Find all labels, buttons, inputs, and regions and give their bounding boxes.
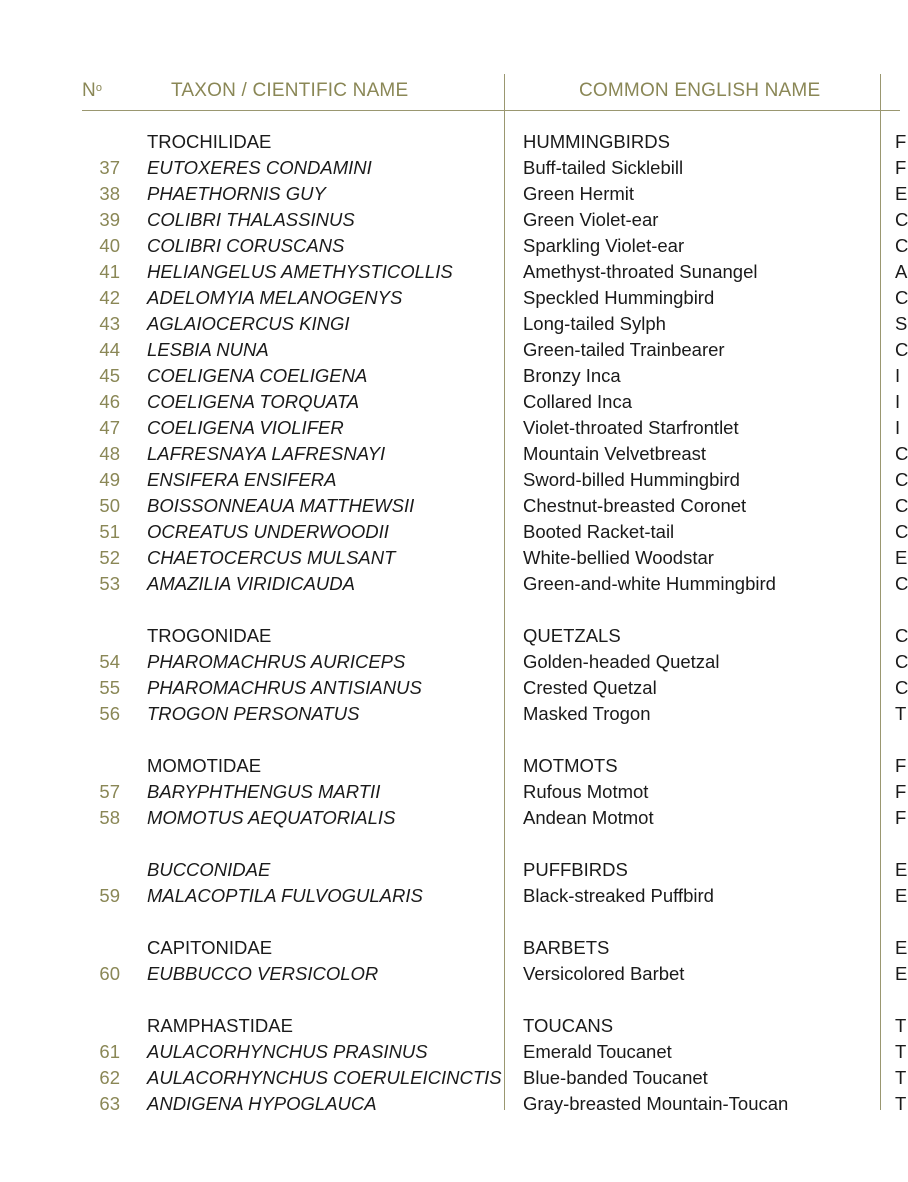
third-column-cell: S — [895, 313, 908, 334]
common-name: Bronzy Inca — [523, 365, 621, 386]
scientific-name: ADELOMYIA MELANOGENYS — [147, 287, 403, 308]
third-column-cell: I — [895, 391, 901, 412]
scientific-name: ANDIGENA HYPOGLAUCA — [147, 1093, 377, 1114]
scientific-name: PHAROMACHRUS AURICEPS — [147, 651, 406, 672]
family-common-name: TOUCANS — [523, 1015, 614, 1036]
species-row — [0, 311, 908, 337]
species-number: 63 — [99, 1093, 120, 1114]
species-row — [0, 363, 900, 389]
scientific-name: COLIBRI THALASSINUS — [147, 209, 355, 230]
species-row — [0, 389, 900, 415]
family-row — [0, 857, 908, 883]
third-column-cell: C — [895, 235, 908, 256]
species-number: 53 — [99, 573, 120, 594]
common-name: Crested Quetzal — [523, 677, 657, 698]
common-name: Green-tailed Trainbearer — [523, 339, 725, 360]
scientific-name: MOMOTUS AEQUATORIALIS — [147, 807, 396, 828]
common-name: Booted Racket-tail — [523, 521, 675, 542]
scientific-name: CHAETOCERCUS MULSANT — [147, 547, 396, 568]
scientific-name: OCREATUS UNDERWOODII — [147, 521, 389, 542]
common-name: Rufous Motmot — [523, 781, 649, 802]
spacer-row — [0, 831, 900, 857]
family-row — [0, 129, 907, 155]
common-name: Long-tailed Sylph — [523, 313, 666, 334]
common-name: Sword-billed Hummingbird — [523, 469, 740, 490]
family-common-name: MOTMOTS — [523, 755, 618, 776]
species-number: 43 — [99, 313, 120, 334]
third-column-cell: E — [895, 547, 908, 568]
family-row — [0, 623, 908, 649]
third-column-cell: T — [895, 1067, 907, 1088]
species-number: 60 — [99, 963, 120, 984]
third-column-cell: E — [895, 859, 908, 880]
common-name: Green Hermit — [523, 183, 635, 204]
scientific-name: COLIBRI CORUSCANS — [147, 235, 345, 256]
species-number: 42 — [99, 287, 120, 308]
species-number: 37 — [99, 157, 120, 178]
species-row — [0, 961, 908, 987]
species-number: 52 — [99, 547, 120, 568]
common-name: Blue-banded Toucanet — [523, 1067, 708, 1088]
third-column-cell: F — [895, 755, 907, 776]
header-divider — [82, 110, 900, 111]
third-column-cell: C — [895, 469, 908, 490]
species-row — [0, 181, 908, 207]
family-common-name: PUFFBIRDS — [523, 859, 628, 880]
scientific-name: TROGON PERSONATUS — [147, 703, 360, 724]
species-number: 62 — [99, 1067, 120, 1088]
third-column-cell: I — [895, 365, 901, 386]
third-column-cell: C — [895, 495, 908, 516]
family-name: MOMOTIDAE — [147, 755, 262, 776]
third-column-cell: C — [895, 209, 908, 230]
common-name: Black-streaked Puffbird — [523, 885, 714, 906]
species-number: 57 — [99, 781, 120, 802]
third-column-cell: T — [895, 1015, 907, 1036]
species-number: 40 — [99, 235, 120, 256]
scientific-name: ENSIFERA ENSIFERA — [147, 469, 337, 490]
species-number: 48 — [99, 443, 120, 464]
species-number: 38 — [99, 183, 120, 204]
third-column-cell: E — [895, 963, 908, 984]
third-column-cell: A — [895, 261, 908, 282]
species-row — [0, 441, 908, 467]
species-row — [0, 207, 908, 233]
common-name: Sparkling Violet-ear — [523, 235, 685, 256]
common-name: Chestnut-breasted Coronet — [523, 495, 747, 516]
common-name: Speckled Hummingbird — [523, 287, 715, 308]
scientific-name: AULACORHYNCHUS PRASINUS — [147, 1041, 428, 1062]
common-name: Gray-breasted Mountain-Toucan — [523, 1093, 789, 1114]
common-name: Versicolored Barbet — [523, 963, 685, 984]
species-row — [0, 1091, 907, 1117]
third-column-cell: T — [895, 703, 907, 724]
species-number: 46 — [99, 391, 120, 412]
common-name: Golden-headed Quetzal — [523, 651, 720, 672]
third-column-cell: T — [895, 1093, 907, 1114]
common-name: Masked Trogon — [523, 703, 651, 724]
species-number: 39 — [99, 209, 120, 230]
scientific-name: LESBIA NUNA — [147, 339, 269, 360]
species-row — [0, 675, 908, 701]
species-number: 55 — [99, 677, 120, 698]
third-column-cell: C — [895, 573, 908, 594]
third-column-cell: C — [895, 677, 908, 698]
common-name: White-bellied Woodstar — [523, 547, 714, 568]
species-number: 44 — [99, 339, 120, 360]
species-number: 47 — [99, 417, 120, 438]
species-row — [0, 649, 908, 675]
scientific-name: EUTOXERES CONDAMINI — [147, 157, 372, 178]
third-column-cell: T — [895, 1041, 907, 1062]
third-column-cell: C — [895, 339, 908, 360]
common-name: Emerald Toucanet — [523, 1041, 672, 1062]
third-column-cell: F — [895, 157, 907, 178]
species-number: 41 — [99, 261, 120, 282]
species-row — [0, 779, 907, 805]
common-name: Mountain Velvetbreast — [523, 443, 707, 464]
third-column-cell: C — [895, 625, 908, 646]
family-row — [0, 753, 907, 779]
scientific-name: PHAETHORNIS GUY — [147, 183, 326, 204]
species-number: 56 — [99, 703, 120, 724]
scientific-name: LAFRESNAYA LAFRESNAYI — [147, 443, 386, 464]
third-column-cell: C — [895, 287, 908, 308]
spacer-row — [0, 597, 900, 623]
third-column-cell: C — [895, 651, 908, 672]
family-common-name: HUMMINGBIRDS — [523, 131, 670, 152]
family-name: BUCCONIDAE — [147, 859, 271, 880]
column-header-number-superscript: o — [95, 82, 103, 94]
scientific-name: COELIGENA TORQUATA — [147, 391, 360, 412]
family-row — [0, 1013, 907, 1039]
third-column-cell: F — [895, 807, 907, 828]
family-name: TROCHILIDAE — [147, 131, 272, 152]
species-row — [0, 805, 907, 831]
species-row — [0, 519, 908, 545]
species-row — [0, 233, 908, 259]
common-name: Andean Motmot — [523, 807, 654, 828]
species-table — [0, 129, 908, 1117]
species-number: 45 — [99, 365, 120, 386]
species-number: 50 — [99, 495, 120, 516]
third-column-cell: E — [895, 937, 908, 958]
column-header-common-name: COMMON ENGLISH NAME — [579, 80, 821, 101]
family-name: CAPITONIDAE — [147, 937, 273, 958]
third-column-cell: C — [895, 521, 908, 542]
third-column-cell: C — [895, 443, 908, 464]
species-row — [0, 571, 908, 597]
third-column-cell: F — [895, 781, 907, 802]
scientific-name: BARYPHTHENGUS MARTII — [147, 781, 381, 802]
family-common-name: BARBETS — [523, 937, 610, 958]
species-number: 51 — [99, 521, 120, 542]
scientific-name: BOISSONNEAUA MATTHEWSII — [147, 495, 415, 516]
scientific-name: HELIANGELUS AMETHYSTICOLLIS — [147, 261, 453, 282]
common-name: Buff-tailed Sicklebill — [523, 157, 684, 178]
column-header-number: $N^o$ — [82, 80, 103, 101]
species-row — [0, 415, 900, 441]
species-number: 58 — [99, 807, 120, 828]
species-row — [0, 701, 907, 727]
common-name: Green-and-white Hummingbird — [523, 573, 776, 594]
third-column-cell: F — [895, 131, 907, 152]
common-name: Violet-throated Starfrontlet — [523, 417, 739, 438]
family-name: TROGONIDAE — [147, 625, 272, 646]
species-row — [0, 467, 908, 493]
common-name: Amethyst-throated Sunangel — [523, 261, 758, 282]
species-row — [0, 1039, 907, 1065]
third-column-cell: I — [895, 417, 901, 438]
species-number: 59 — [99, 885, 120, 906]
species-row — [0, 883, 908, 909]
spacer-row — [0, 909, 900, 935]
species-row — [0, 1065, 907, 1091]
third-column-cell: E — [895, 885, 908, 906]
spacer-row — [0, 727, 900, 753]
species-row — [0, 155, 907, 181]
common-name: Green Violet-ear — [523, 209, 659, 230]
scientific-name: AMAZILIA VIRIDICAUDA — [147, 573, 355, 594]
spacer-row — [0, 987, 900, 1013]
species-number: 61 — [99, 1041, 120, 1062]
common-name: Collared Inca — [523, 391, 633, 412]
species-row — [0, 545, 908, 571]
family-name: RAMPHASTIDAE — [147, 1015, 293, 1036]
species-row — [0, 259, 908, 285]
family-common-name: QUETZALS — [523, 625, 621, 646]
column-header-scientific-name: TAXON / CIENTIFIC NAME — [171, 80, 409, 101]
scientific-name: PHAROMACHRUS ANTISIANUS — [147, 677, 422, 698]
scientific-name: COELIGENA VIOLIFER — [147, 417, 344, 438]
scientific-name: AULACORHYNCHUS COERULEICINCTIS — [147, 1067, 502, 1088]
third-column-cell: E — [895, 183, 908, 204]
scientific-name: COELIGENA COELIGENA — [147, 365, 368, 386]
species-row — [0, 285, 908, 311]
species-number: 54 — [99, 651, 120, 672]
species-row — [0, 337, 908, 363]
scientific-name: EUBBUCCO VERSICOLOR — [147, 963, 379, 984]
scientific-name: AGLAIOCERCUS KINGI — [147, 313, 350, 334]
species-number: 49 — [99, 469, 120, 490]
family-row — [0, 935, 908, 961]
species-row — [0, 493, 908, 519]
scientific-name: MALACOPTILA FULVOGULARIS — [147, 885, 423, 906]
